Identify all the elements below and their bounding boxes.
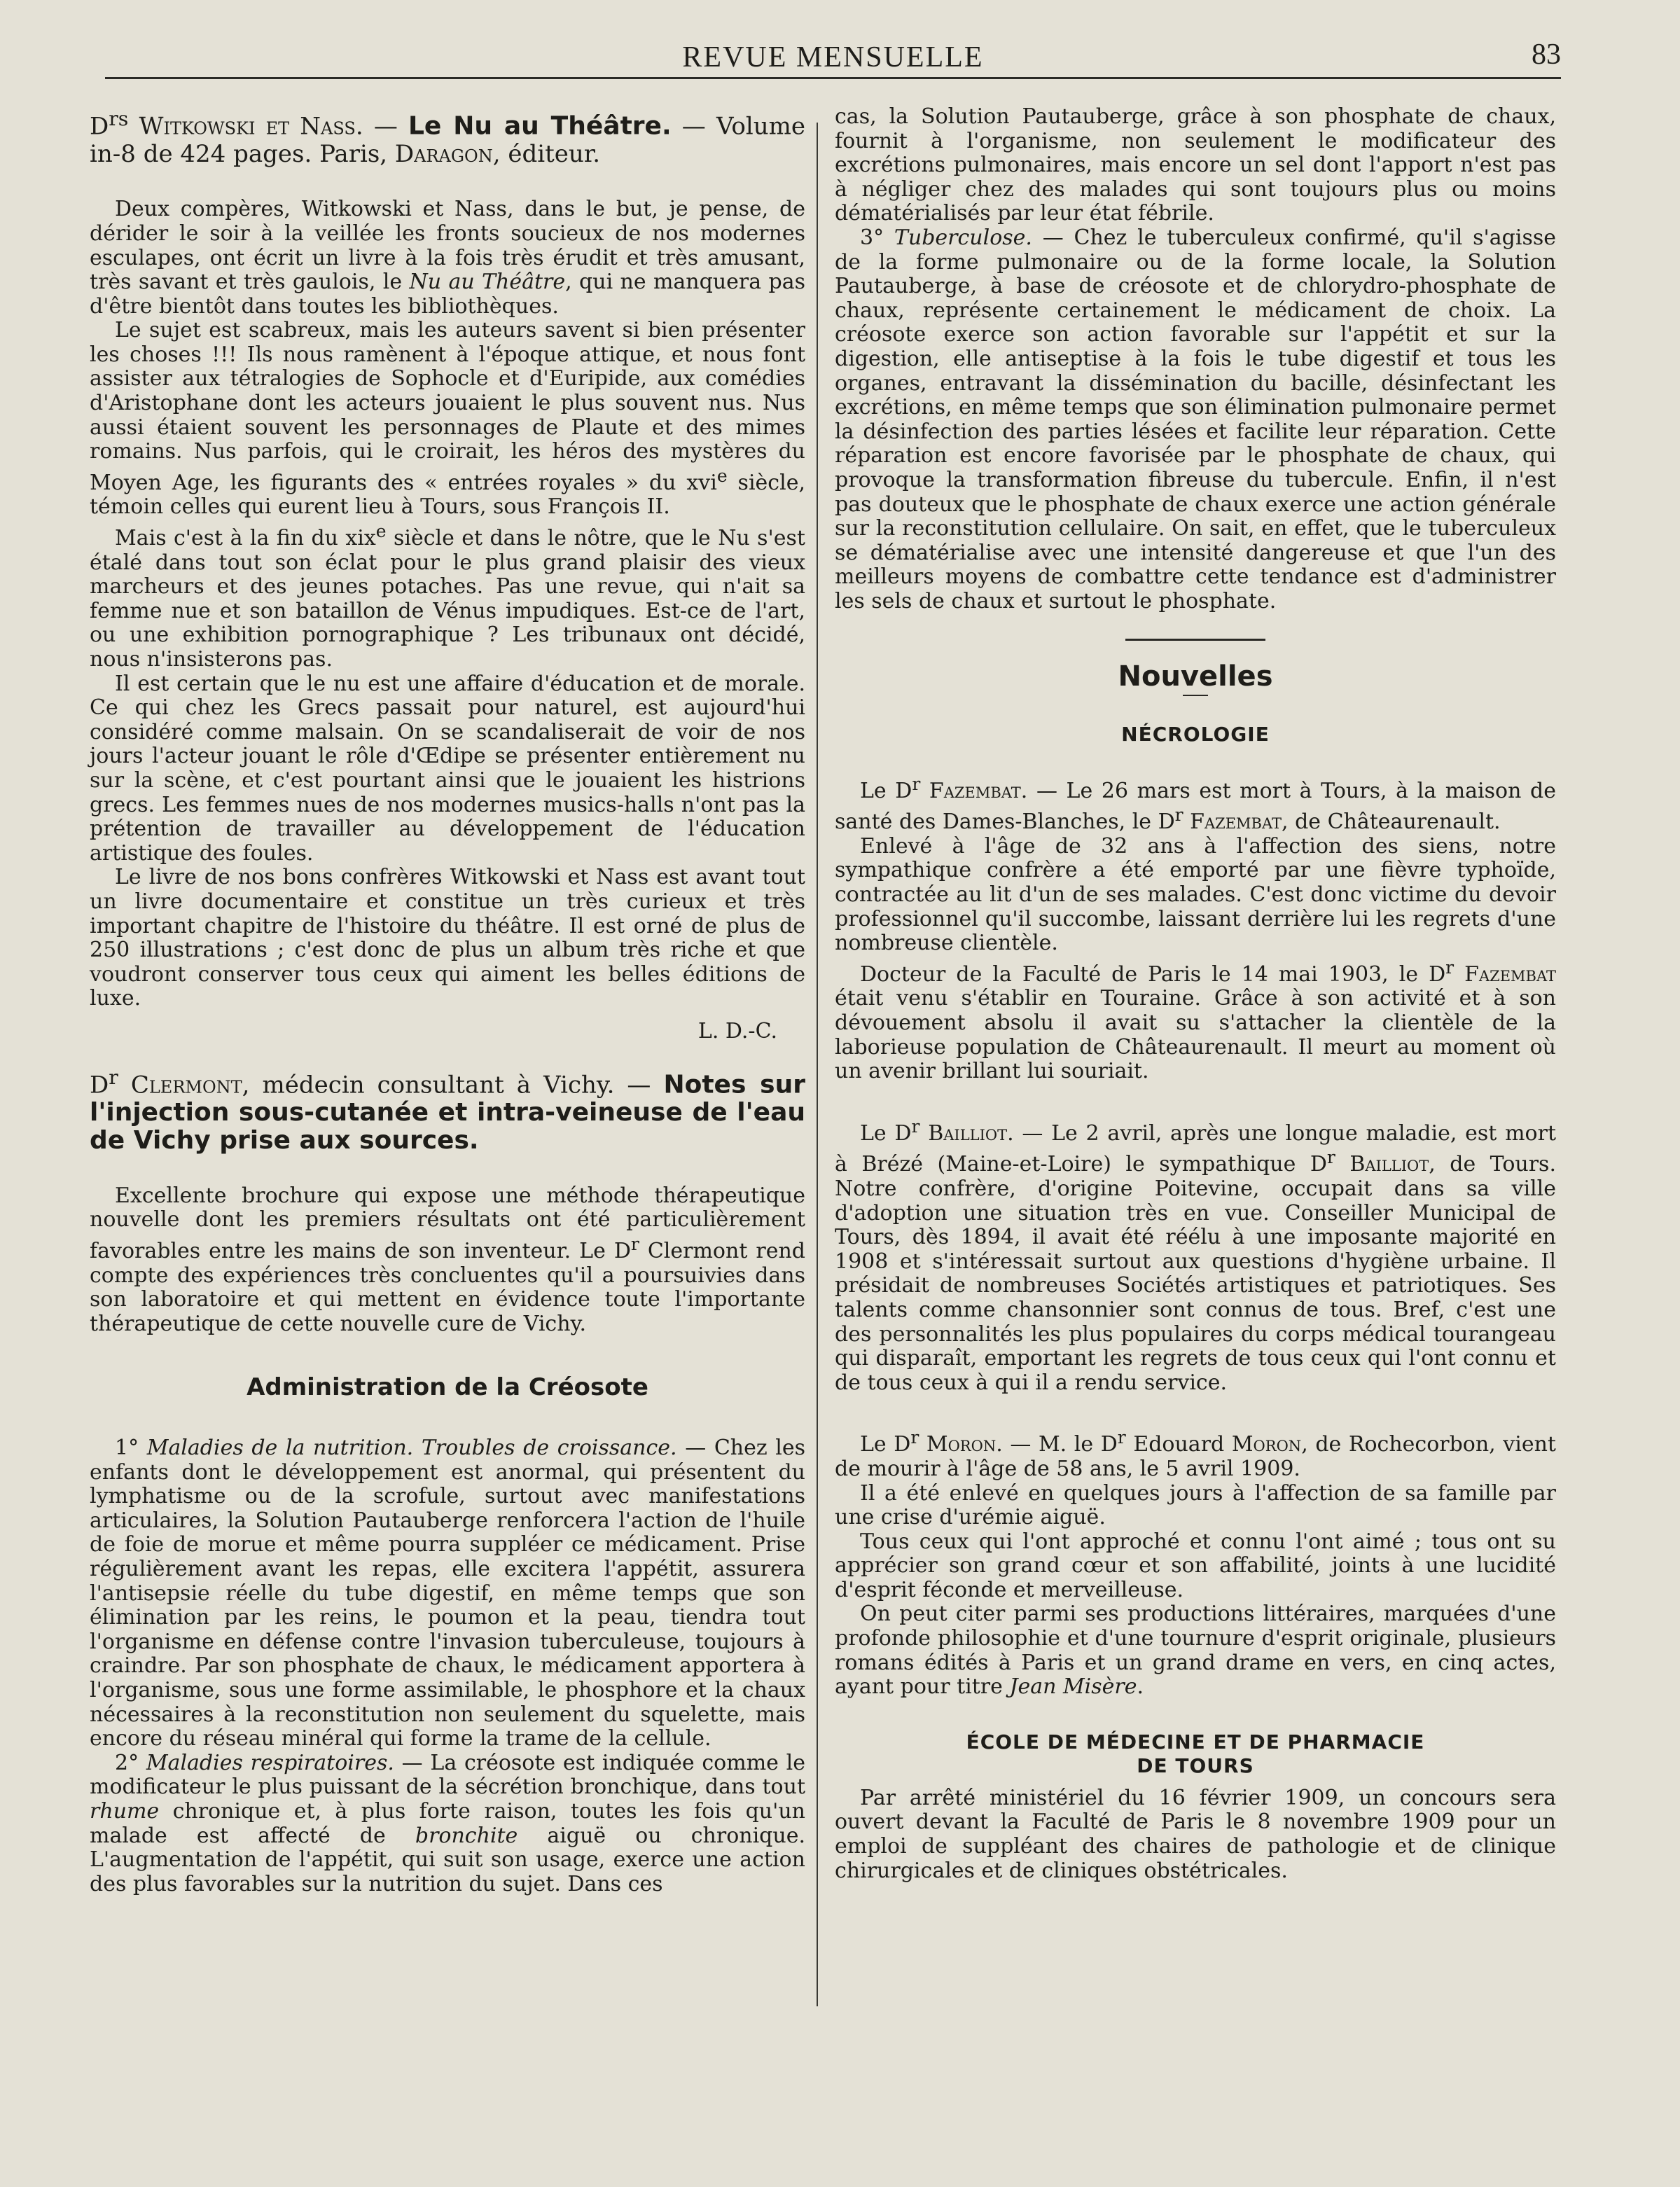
left-column	[90, 105, 805, 1896]
journal-title: REVUE MENSUELLE	[682, 41, 984, 74]
column-divider	[817, 123, 818, 2006]
paragraph: Tous ceux qui l'ont approché et connu l'ont aimé ; tous ont su apprécier son grand cœur et son affabilité, joints à une lucidité d'esprit féconde et merveilleuse.	[835, 1529, 1556, 1602]
running-head	[105, 34, 1561, 79]
title-rule	[1183, 695, 1208, 696]
paragraph: cas, la Solution Pautauberge, grâce à son phosphate de chaux, fournit à l'organisme, non seulement le modificateur des excrétions pulmonaires, mais encore un sel dont l'apport n'est pas à négliger chez des malades qui sont toujours plus ou moins dématérialisés par leur état fébrile.	[835, 104, 1556, 226]
review-heading-clermont: $D^r$ Clermont, médecin consultant à Vichy. — Notes sur l'injection sous-cutanée et intra-veineuse de l'eau de Vichy prise aux sources.	[90, 1065, 805, 1155]
paragraph: Il a été enlevé en quelques jours à l'affection de sa famille par une crise d'urémie aiguë.	[835, 1480, 1556, 1530]
paragraph: Par arrêté ministériel du 16 février 1909, un concours sera ouvert devant la Faculté de Paris le 8 novembre 1909 pour un emploi de suppléant des chaires de pathologie et de clinique chirurgicales et de cliniques obstétricales.	[835, 1785, 1556, 1883]
review-author: Clermont	[130, 1070, 242, 1099]
section-title-creosote: Administration de la Créosote	[247, 1373, 648, 1402]
paragraph: Excellente brochure qui expose une méthode thérapeutique nouvelle dont les premiers résultats ont été particulièrement favorables entre les mains de son inventeur. Le $D^r$ Clermont rend compte des expériences très concluentes qu'il a poursuivies dans son laboratoire et qui mettent en évidence toute l'importante thérapeutique de cette nouvelle cure de Vichy.	[90, 1183, 805, 1336]
paragraph: Il est certain que le nu est une affaire d'éducation et de morale. Ce qui chez les Grecs passait pour naturel, est aujourd'hui considéré comme malsain. On se scandaliserait de voir de nos jours l'acteur jouant le rôle d'Œdipe se présenter entièrement nu sur la scène, et c'est pourtant ainsi que le jouaient les histrions grecs. Les femmes nues de nos modernes musics-halls n'ont pas la prétention de travailler au développement de l'éducation artistique des foules.	[90, 671, 805, 866]
review-title: Le Nu au Théâtre.	[408, 111, 672, 141]
paragraph: On peut citer parmi ses productions littéraires, marquées d'une profonde philosophie et d'une tournure d'esprit originale, plusieurs romans édités à Paris et un grand drame en vers, en cinq actes, ayant pour titre Jean Misère.	[835, 1602, 1556, 1700]
paragraph: Le sujet est scabreux, mais les auteurs savent si bien présenter les choses !!! Ils nous ramènent à l'époque attique, et nous font assister aux tétralogies de Sophocle et d'Euripide, aux comédies d'Aristophane dont les acteurs jouaient le plus souvent nus. Nus aussi étaient souvent les personnages de Plaute et des mimes romains. Nus parfois, qui le croirait, les héros des mystères du Moyen Age, les figurants des « entrées royales » du xvi$^e$ siècle, témoin celles qui eurent lieu à Tours, sous François II.	[90, 318, 805, 520]
paragraph: Docteur de la Faculté de Paris le 14 mai 1903, le $D^r$ Fazembat était venu s'établir en Touraine. Grâce à son activité et à son dévouement absolu il avait su s'attacher la clientèle de la laborieuse population de Châteaurenault. Il meurt au moment où un avenir brillant lui souriait.	[835, 957, 1556, 1084]
subsection-title-ecole: ÉCOLE DE MÉDECINE ET DE PHARMACIE DE TOURS	[966, 1730, 1425, 1777]
review-title: Notes sur l'injection sous-cutanée et intra-veineuse de l'eau de Vichy prise aux sources.	[90, 1069, 805, 1155]
right-column	[835, 105, 1556, 1883]
paragraph: 2° Maladies respiratoires. — La créosote est indiquée comme le modificateur le plus puissant de la sécrétion bronchique, dans tout rhume chronique et, à plus forte raison, toutes les fois qu'un malade est affecté de bronchite aiguë ou chronique. L'augmentation de l'appétit, qui suit son usage, exerce une action des plus favorables sur la nutrition du sujet. Dans ces	[90, 1750, 805, 1896]
paragraph: Le $D^r$ Moron. — M. le $D^r$ Edouard Moron, de Rochecorbon, vient de mourir à l'âge de 58 ans, le 5 avril 1909.	[835, 1427, 1556, 1481]
obituary-fazembat	[835, 772, 1556, 1084]
review-heading-nu-au-theatre: $D^{rs}$ Witkowski et Nass. — Le Nu au Théâtre. — Volume in-8 de 424 pages. Paris, Daragon, éditeur.	[90, 107, 805, 169]
page-number: 83	[1532, 39, 1561, 71]
section-title-nouvelles: Nouvelles	[1118, 660, 1273, 693]
paragraph: Le livre de nos bons confrères Witkowski et Nass est avant tout un livre documentaire et constitue un très curieux et très important chapitre de l'histoire du théâtre. Il est orné de plus de 250 illustrations ; c'est donc de plus un album très riche et que voudront conserver tous ceux qui aiment les belles éditions de luxe.	[90, 865, 805, 1011]
review-authors: Witkowski et Nass.	[139, 112, 363, 141]
signature: L. D.-C.	[697, 1018, 777, 1043]
publisher-name: Daragon	[394, 140, 493, 169]
paragraph: Le $D^r$ Fazembat. — Le 26 mars est mort à Tours, à la maison de santé des Dames-Blanches, le $D^r$ Fazembat, de Châteaurenault.	[835, 773, 1556, 835]
paragraph: Deux compères, Witkowski et Nass, dans le but, je pense, de dérider le soir à la veillée les fronts soucieux de nos modernes esculapes, ont écrit un livre à la fois très érudit et très amusant, très savant et très gaulois, le Nu au Théâtre, qui ne manquera pas d'être bientôt dans toutes les bibliothèques.	[90, 197, 805, 319]
paragraph: 1° Maladies de la nutrition. Troubles de croissance. — Chez les enfants dont le développement est anormal, qui présentent du lymphatisme ou de la scrofule, surtout avec manifestations articulaires, la Solution Pautauberge renforcera l'action de l'huile de foie de morue et même pourra suppléer ce médicament. Prise régulièrement avant les repas, elle excitera l'appétit, assurera l'antisepsie réelle du tube digestif, en même temps que son élimination par les reins, le poumon et la peau, tiendra tout l'organisme en défense contre l'invasion tuberculeuse, toujours à craindre. Par son phosphate de chaux, le médicament apportera à l'organisme, sous une forme assimilable, le phosphore et la chaux nécessaires à la reconstitution non seulement du squelette, mais encore du réseau minéral qui forme la trame de la cellule.	[90, 1436, 806, 1751]
paragraph: Enlevé à l'âge de 32 ans à l'affection des siens, notre sympathique confrère a été emporté par une fièvre typhoïde, contractée au lit d'un de ses malades. C'est donc victime du devoir professionnel qu'il succombe, laissant derrière lui les regrets d'une nombreuse clientèle.	[835, 833, 1556, 956]
subsection-title-necrologie: NÉCROLOGIE	[1121, 723, 1270, 747]
obituary-moron	[835, 1426, 1556, 1700]
paragraph: Le $D^r$ Bailliot. — Le 2 avril, après une longue maladie, est mort à Brézé (Maine-et-Loire) le sympathique $D^r$ Bailliot, de Tours. Notre confrère, d'origine Poitevine, occupait dans sa ville d'adoption une situation très en vue. Conseiller Municipal de Tours, dès 1894, il avait été réélu à une imposante majorité en 1908 et s'intéressait surtout aux questions d'hygiène urbaine. Il présidait de nombreuses Sociétés artistiques et patriotiques. Ses talents comme chansonnier sont connus de tous. Bref, c'est une des personnalités les plus populaires du corps médical tourangeau qui disparaît, emportant les regrets de tous ceux qui l'ont connu et de tous ceux à qui il a rendu service.	[835, 1116, 1556, 1395]
paragraph: 3° Tuberculose. — Chez le tuberculeux confirmé, qu'il s'agisse de la forme pulmonaire ou de la forme locale, la Solution Pautauberge, à base de créosote et de chlorydro-phosphate de chaux, représente certainement le médicament de choix. La créosote exerce son action favorable sur l'appétit et sur la digestion, elle antiseptise à la fois le tube digestif et tous les organes, entravant la dissémination du bacille, désinfectant les excrétions, en même temps que son élimination pulmonaire permet la désinfection des parties lésées et facilite leur réparation. Cette réparation est encore favorisée par le phosphate de chaux, qui provoque la transformation fibreuse du tubercule. Enfin, il n'est pas douteux que le phosphate de chaux exerce une action générale sur la reconstitution cellulaire. On sait, en effet, que le tuberculeux se dématérialise avec une intensité dangereuse et que l'un des meilleurs moyens de combattre cette tendance est d'administrer les sels de chaux et surtout le phosphate.	[835, 225, 1556, 613]
obituary-bailliot	[835, 1115, 1556, 1396]
section-rule	[1125, 639, 1265, 641]
paragraph: Mais c'est à la fin du xix$^e$ siècle et dans le nôtre, que le Nu s'est étalé dans tout son éclat pour le plus grand plaisir des vieux marcheurs et des jeunes potaches. Pas une revue, qui n'ait sa femme nue et son bataillon de Vénus impudiques. Est-ce de l'art, ou une exhibition pornographique ? Les tribunaux ont décidé, nous n'insisterons pas.	[90, 521, 805, 672]
